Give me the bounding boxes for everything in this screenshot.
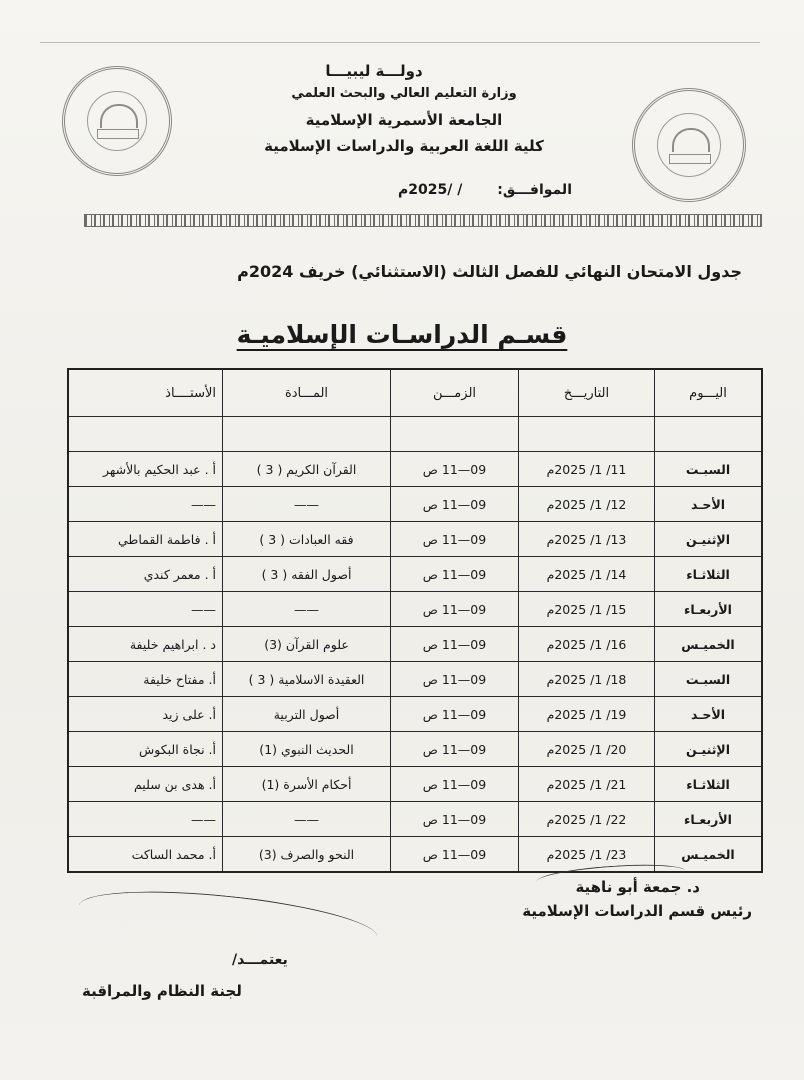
cell-subject: —— — [223, 487, 391, 522]
table-header-row — [68, 369, 762, 417]
table-row — [68, 662, 762, 697]
ministry-name: وزارة التعليم العالي والبحث العلمي — [291, 86, 517, 101]
cell-subject: العقيدة الاسلامية ( 3 ) — [223, 662, 391, 697]
cell-time: 09—11 ص — [391, 732, 519, 767]
cell-date: 12/ 1/ 2025م — [519, 487, 655, 522]
faculty-name: كلية اللغة العربية والدراسات الإسلامية — [264, 137, 544, 155]
cell-day: الثلاثـاء — [655, 767, 763, 802]
cell-date: 18/ 1/ 2025م — [519, 662, 655, 697]
cell-day: الخميـس — [655, 627, 763, 662]
cell-date: 23/ 1/ 2025م — [519, 837, 655, 873]
cell-day: الأربعـاء — [655, 802, 763, 837]
cell-time: 09—11 ص — [391, 557, 519, 592]
cell-professor: —— — [68, 487, 223, 522]
cell-subject: القرآن الكريم ( 3 ) — [223, 452, 391, 487]
cell-professor: أ . فاطمة القماطي — [68, 522, 223, 557]
table-row — [68, 592, 762, 627]
cell-subject: علوم القرآن (3) — [223, 627, 391, 662]
cell-subject: أحكام الأسرة (1) — [223, 767, 391, 802]
cell-subject: الحديث النبوي (1) — [223, 732, 391, 767]
cell-professor: أ . عبد الحكيم بالأشهر — [68, 452, 223, 487]
table-row — [68, 557, 762, 592]
cell-subject: أصول التربية — [223, 697, 391, 732]
cell-time: 09—11 ص — [391, 487, 519, 522]
cell-professor: أ. نجاة البكوش — [68, 732, 223, 767]
cell-day: السبـت — [655, 662, 763, 697]
faculty-seal-left — [62, 66, 172, 176]
cell-time: 09—11 ص — [391, 592, 519, 627]
cell-time: 09—11 ص — [391, 522, 519, 557]
cell-professor: أ. مفتاح خليفة — [68, 662, 223, 697]
committee-name: لجنة النظام والمراقبة — [82, 982, 242, 1000]
table-row — [68, 627, 762, 662]
cell-date: 21/ 1/ 2025م — [519, 767, 655, 802]
cell-professor: أ. هدى بن سليم — [68, 767, 223, 802]
cell-professor: —— — [68, 592, 223, 627]
table-row — [68, 522, 762, 557]
cell-date: 11/ 1/ 2025م — [519, 452, 655, 487]
cell-date: 22/ 1/ 2025م — [519, 802, 655, 837]
reference-date: / /2025م — [398, 182, 463, 198]
table-row — [68, 697, 762, 732]
cell-time: 09—11 ص — [391, 697, 519, 732]
table-row — [68, 767, 762, 802]
cell-day: الإثنيـن — [655, 732, 763, 767]
exam-title: جدول الامتحان النهائي للفصل الثالث (الاستثنائي) خريف 2024م — [237, 262, 742, 281]
cell-time: 09—11 ص — [391, 627, 519, 662]
cell-time: 09—11 ص — [391, 662, 519, 697]
signature-block — [522, 878, 752, 920]
decorative-border — [84, 214, 762, 227]
reference-date-line — [398, 182, 572, 198]
signatory-name: د. جمعة أبو ناهية — [575, 878, 700, 896]
cell-professor: أ . معمر كندي — [68, 557, 223, 592]
cell-day: الخميـس — [655, 837, 763, 873]
cell-subject: —— — [223, 802, 391, 837]
cell-subject: فقه العبادات ( 3 ) — [223, 522, 391, 557]
cell-date: 19/ 1/ 2025م — [519, 697, 655, 732]
cell-day: الثلاثـاء — [655, 557, 763, 592]
cell-time: 09—11 ص — [391, 837, 519, 873]
cell-subject: النحو والصرف (3) — [223, 837, 391, 873]
cell-professor: د . ابراهيم خليفة — [68, 627, 223, 662]
header-day: اليـــوم — [655, 369, 763, 417]
cell-professor: أ. محمد الساكت — [68, 837, 223, 873]
cell-date: 14/ 1/ 2025م — [519, 557, 655, 592]
reference-label: الموافـــق: — [497, 182, 572, 198]
header-time: الزمـــن — [391, 369, 519, 417]
cell-date: 20/ 1/ 2025م — [519, 732, 655, 767]
cell-professor: —— — [68, 802, 223, 837]
top-divider — [40, 42, 760, 43]
cell-day: الأحـد — [655, 697, 763, 732]
cell-day: الأربعـاء — [655, 592, 763, 627]
header-date: التاريـــخ — [519, 369, 655, 417]
cell-day: الإثنيـن — [655, 522, 763, 557]
table-row — [68, 802, 762, 837]
exam-schedule-table — [67, 368, 763, 873]
cell-date: 13/ 1/ 2025م — [519, 522, 655, 557]
country-name: دولـــة ليبيـــا — [325, 62, 423, 80]
header-professor: الأستــــاذ — [68, 369, 223, 417]
cell-time: 09—11 ص — [391, 802, 519, 837]
header-subject: المـــادة — [223, 369, 391, 417]
cell-subject: —— — [223, 592, 391, 627]
department-title: قسـم الدراسـات الإسلاميـة — [236, 320, 568, 349]
cell-time: 09—11 ص — [391, 767, 519, 802]
university-seal-right — [632, 88, 746, 202]
cell-professor: أ. على زيد — [68, 697, 223, 732]
cell-date: 15/ 1/ 2025م — [519, 592, 655, 627]
letterhead — [254, 62, 554, 155]
signatory-title: رئيس قسم الدراسات الإسلامية — [522, 902, 752, 920]
table-row — [68, 452, 762, 487]
table-row — [68, 487, 762, 522]
cell-subject: أصول الفقه ( 3 ) — [223, 557, 391, 592]
cell-day: الأحـد — [655, 487, 763, 522]
cell-date: 16/ 1/ 2025م — [519, 627, 655, 662]
approval-label: يعتمـــد/ — [232, 952, 288, 968]
university-name: الجامعة الأسمرية الإسلامية — [305, 111, 503, 129]
cell-time: 09—11 ص — [391, 452, 519, 487]
cell-day: السبـت — [655, 452, 763, 487]
table-row — [68, 732, 762, 767]
